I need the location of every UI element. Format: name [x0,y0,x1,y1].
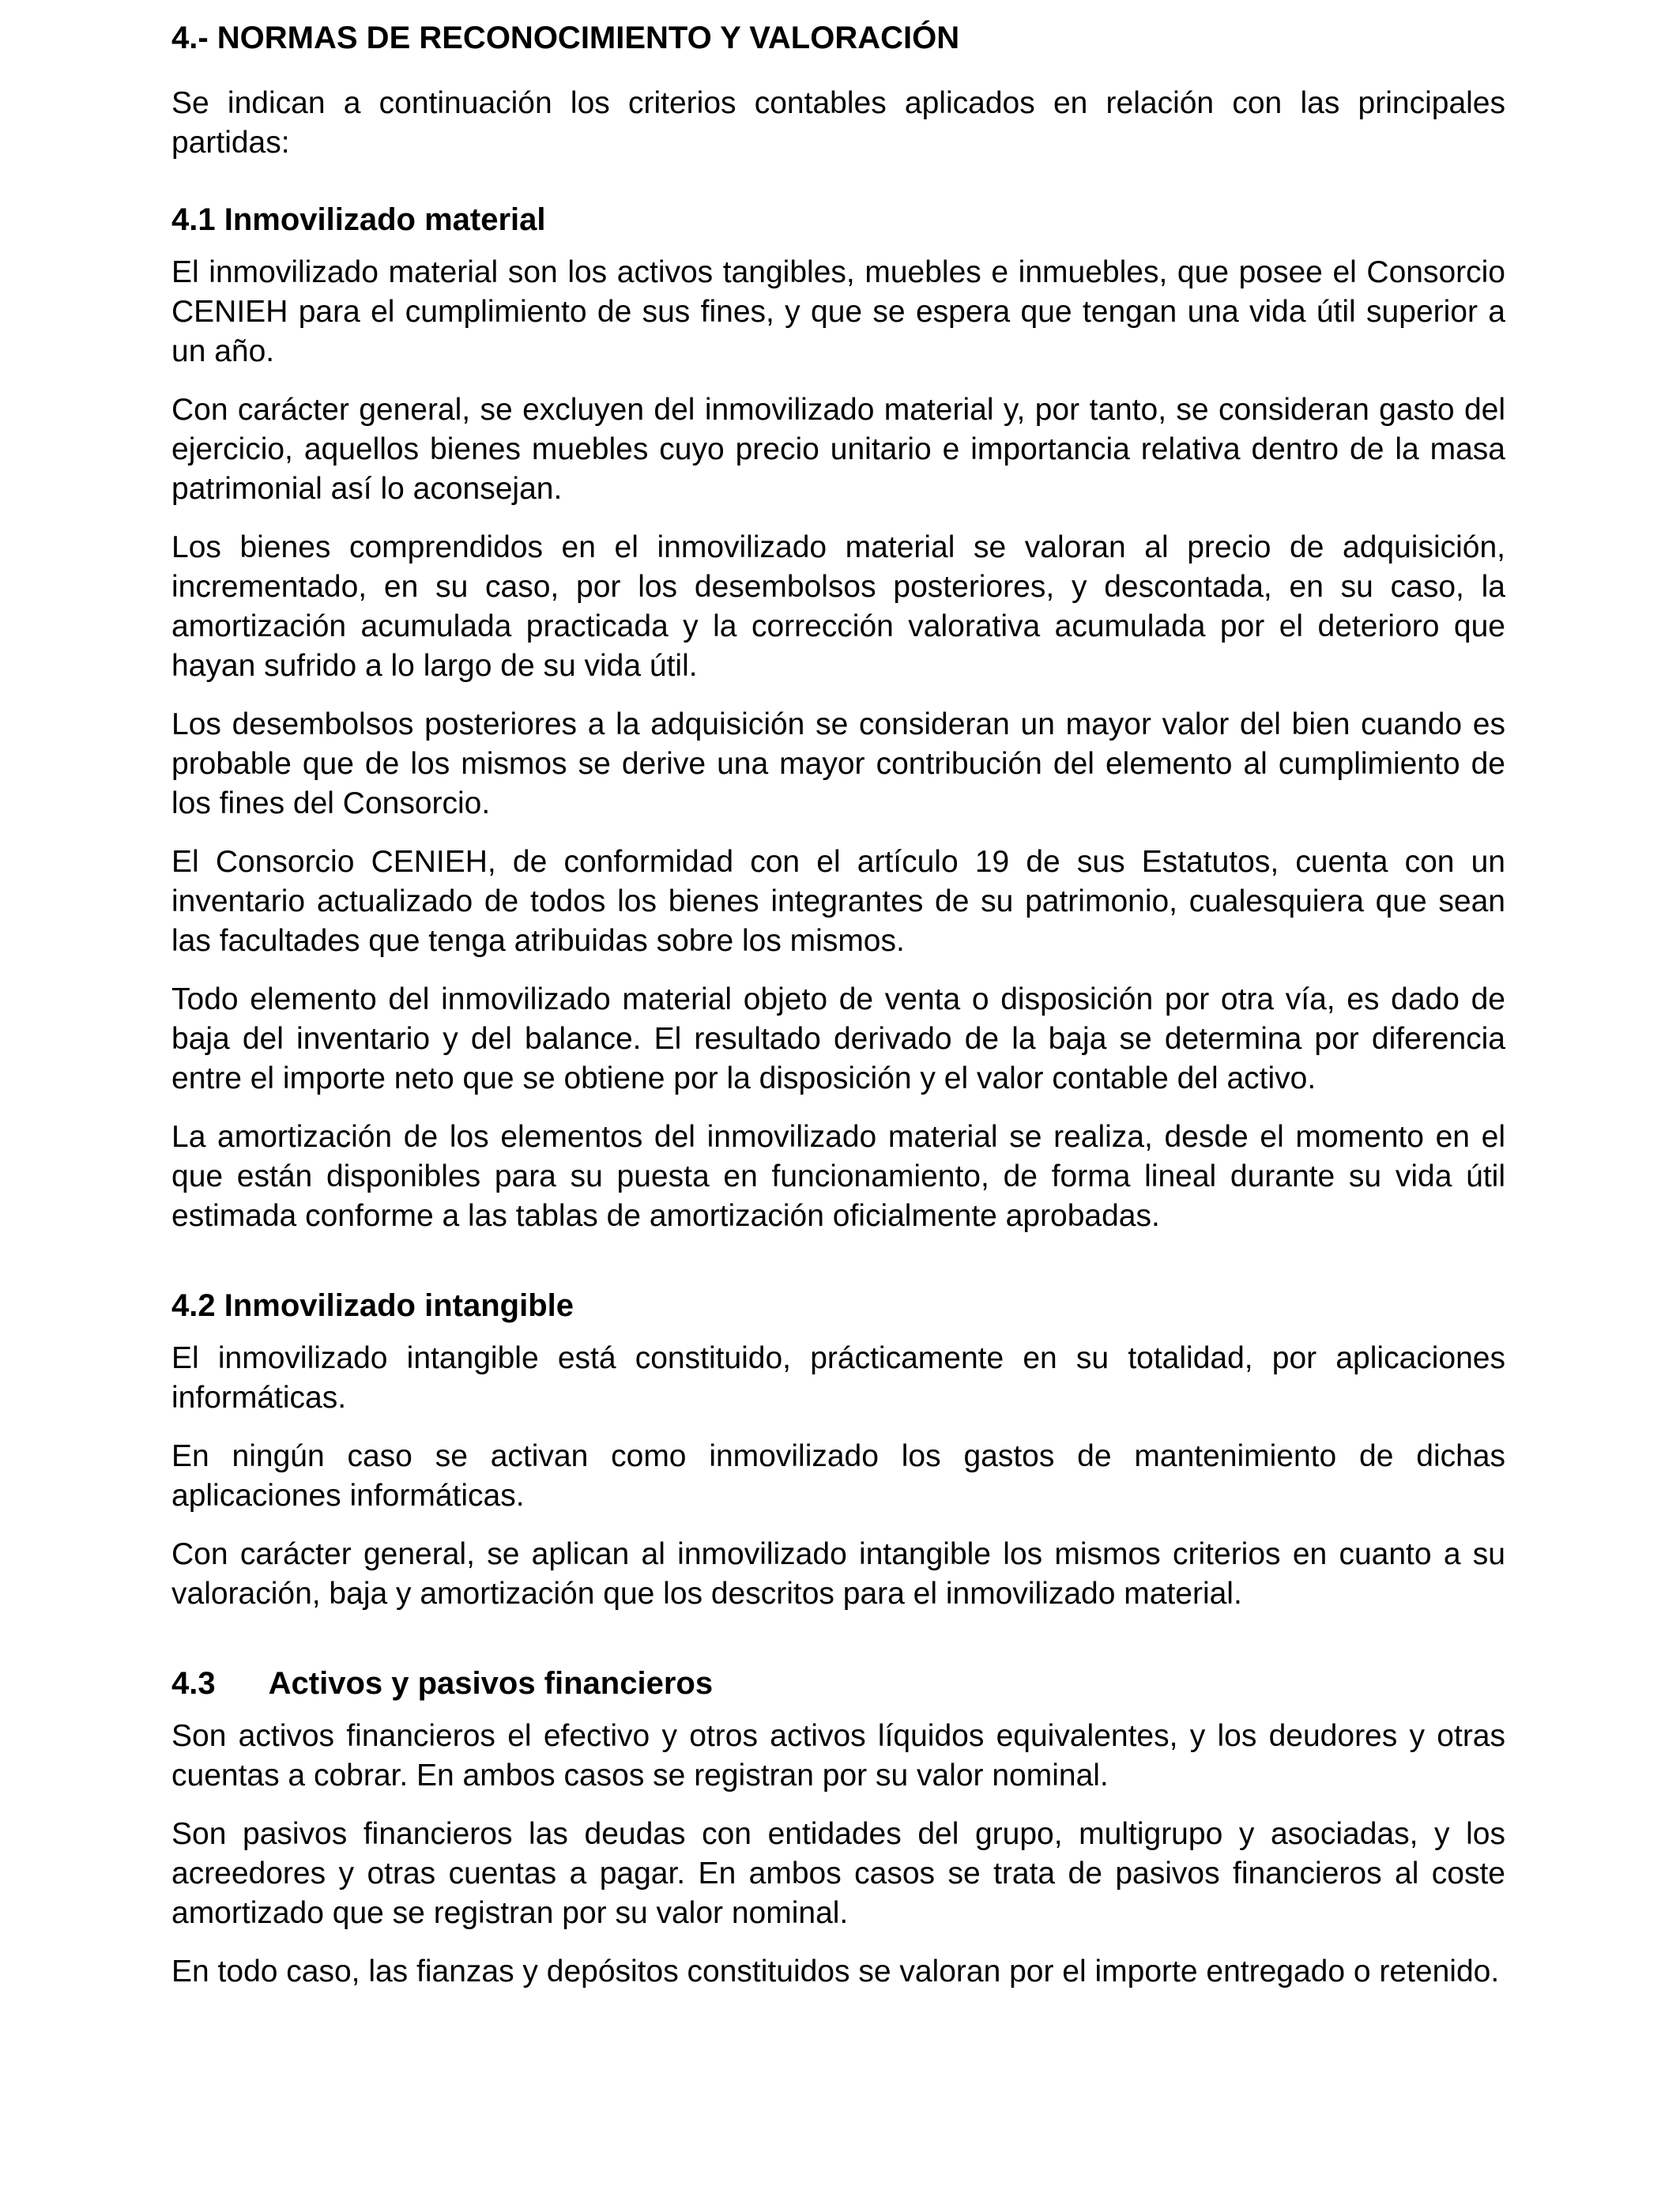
document-page [171,14,1505,2011]
section-title: Inmovilizado intangible [224,1288,574,1323]
section-inmovilizado-material [171,196,1505,1236]
section-title: Inmovilizado material [224,202,546,237]
page-title: 4.- NORMAS DE RECONOCIMIENTO Y VALORACIÓN [171,21,960,55]
paragraph: Son activos financieros el efectivo y otros activos líquidos equivalentes, y los deudores y otras cuentas a cobrar. En ambos casos se registran por su valor nominal. [171,1719,1505,1793]
paragraph: En todo caso, las fianzas y depósitos constituidos se valoran por el importe entregado o retenido. [171,1955,1500,1989]
paragraph: Los bienes comprendidos en el inmovilizado material se valoran al precio de adquisición, incrementado, en su caso, por los desembolsos posteriores, y descontada, en su caso, la amortización acumulada practicada y la corrección valorativa acumulada por el deterioro que hayan sufrido a lo largo de su vida útil. [171,530,1505,683]
section-heading [171,1282,1505,1329]
section-number: 4.1 [171,202,216,237]
paragraph: Todo elemento del inmovilizado material objeto de venta o disposición por otra vía, es dado de baja del inventario y del balance. El resultado derivado de la baja se determina por diferencia entre el importe neto que se obtiene por la disposición y el valor contable del activo. [171,982,1505,1095]
section-inmovilizado-intangible [171,1282,1505,1614]
section-number: 4.2 [171,1288,216,1323]
paragraph: Con carácter general, se excluyen del inmovilizado material y, por tanto, se consideran gasto del ejercicio, aquellos bienes muebles cuyo precio unitario e importancia relativa dentro de la masa patrimonial así lo aconsejan. [171,393,1505,506]
paragraph: La amortización de los elementos del inmovilizado material se realiza, desde el momento en el que están disponibles para su puesta en funcionamiento, de forma lineal durante su vida útil estimada conforme a las tablas de amortización oficialmente aprobadas. [171,1120,1505,1233]
paragraph: Los desembolsos posteriores a la adquisición se consideran un mayor valor del bien cuando es probable que de los mismos se derive una mayor contribución del elemento al cumplimiento de los fines del Consorcio. [171,707,1505,820]
section-number: 4.3 [171,1666,216,1701]
paragraph: En ningún caso se activan como inmovilizado los gastos de mantenimiento de dichas aplicaciones informáticas. [171,1439,1505,1513]
paragraph: Con carácter general, se aplican al inmovilizado intangible los mismos criterios en cuanto a su valoración, baja y amortización que los descritos para el inmovilizado material. [171,1537,1505,1611]
paragraph: El Consorcio CENIEH, de conformidad con el artículo 19 de sus Estatutos, cuenta con un inventario actualizado de todos los bienes integrantes de su patrimonio, cualesquiera que sean las facultades que tenga atribuidas sobre los mismos. [171,845,1505,958]
paragraph: Son pasivos financieros las deudas con entidades del grupo, multigrupo y asociadas, y los acreedores y otras cuentas a pagar. En ambos casos se trata de pasivos financieros al coste amortizado que se registran por su valor nominal. [171,1817,1505,1930]
section-activos-pasivos-financieros [171,1660,1505,1992]
section-title: Activos y pasivos financieros [268,1666,714,1701]
paragraph: El inmovilizado material son los activos tangibles, muebles e inmuebles, que posee el Consorcio CENIEH para el cumplimiento de sus fines, y que se espera que tengan una vida útil superior a un año. [171,255,1505,368]
section-heading [171,196,1505,243]
section-heading [171,1660,1505,1707]
intro-paragraph: Se indican a continuación los criterios contables aplicados en relación con las principales partidas: [171,86,1505,160]
paragraph: El inmovilizado intangible está constituido, prácticamente en su totalidad, por aplicaciones informáticas. [171,1341,1505,1415]
